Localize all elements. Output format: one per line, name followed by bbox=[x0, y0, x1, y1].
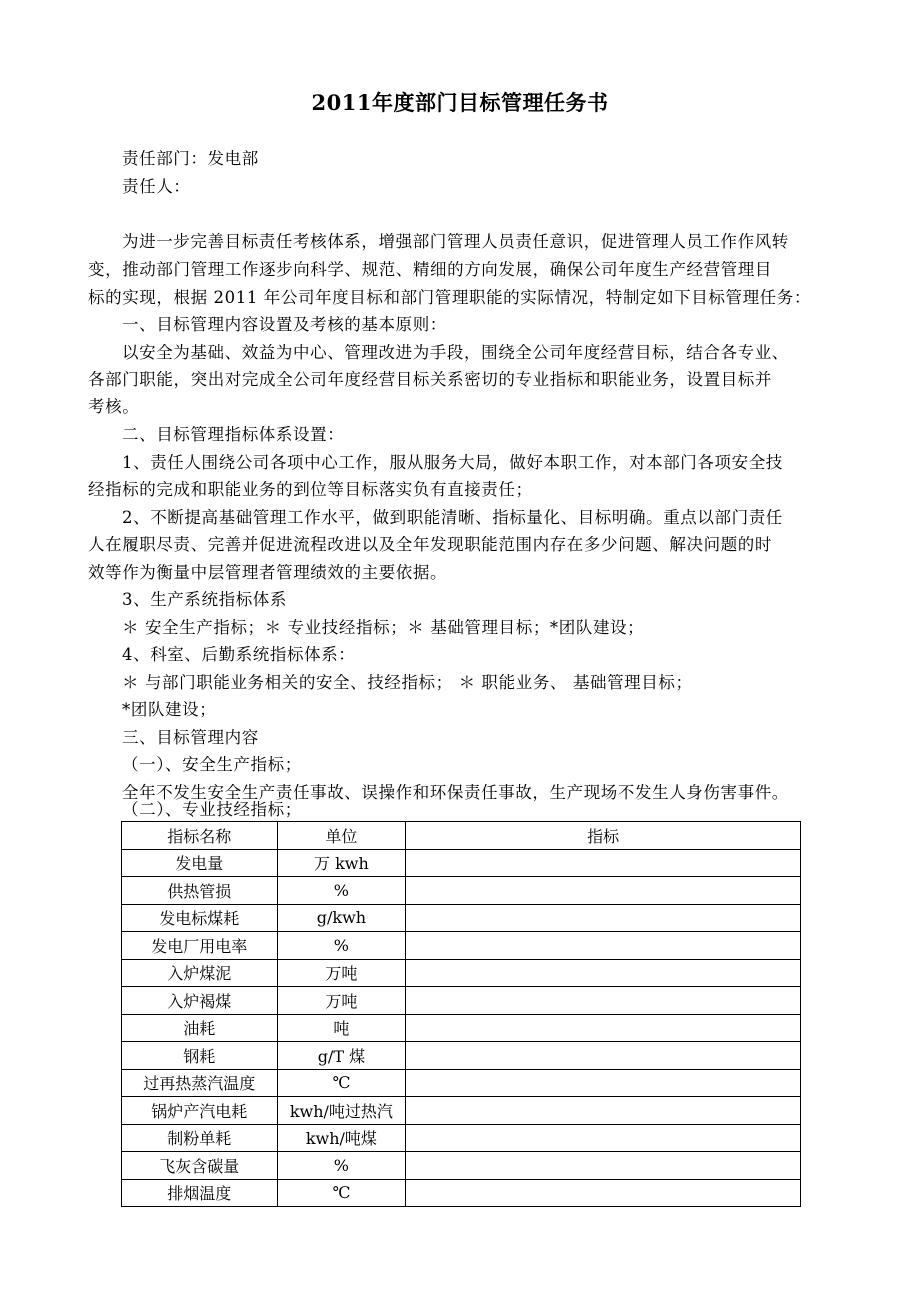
table-header-row bbox=[122, 822, 801, 850]
indicator-value bbox=[406, 877, 801, 905]
table-row bbox=[122, 1042, 801, 1070]
indicator-value bbox=[406, 849, 801, 877]
indicator-name: 供热管损 bbox=[122, 877, 278, 905]
indicator-unit: 万吨 bbox=[277, 987, 406, 1015]
document-title: 2011年度部门目标管理任务书 bbox=[311, 90, 609, 115]
section3-sub1-line: 全年不发生安全生产责任事故、误操作和环保责任事故，生产现场不发生人身伤害事件。 bbox=[122, 783, 789, 802]
indicator-name: 发电厂用电率 bbox=[122, 932, 278, 960]
table-row bbox=[122, 1097, 801, 1125]
indicator-unit: kwh/吨过热汽 bbox=[277, 1097, 406, 1125]
section2-item4-line-1: ＊ 与部门职能业务相关的安全、技经指标； ＊ 职能业务、 基础管理目标； bbox=[122, 673, 693, 692]
indicator-unit: 万吨 bbox=[277, 959, 406, 987]
section2-item3-line: ＊ 安全生产指标；＊ 专业技经指标；＊ 基础管理目标；*团队建设； bbox=[122, 618, 645, 637]
indicator-name: 发电量 bbox=[122, 849, 278, 877]
section2-item2-line-1: 2、不断提高基础管理工作水平，做到职能清晰、指标量化、目标明确。重点以部门责任 bbox=[122, 508, 783, 527]
table-row bbox=[122, 959, 801, 987]
table-header-value: 指标 bbox=[406, 822, 801, 850]
intro-line-1: 为进一步完善目标责任考核体系，增强部门管理人员责任意识，促进管理人员工作作风转 bbox=[122, 232, 789, 251]
responsible-dept: 责任部门：发电部 bbox=[122, 149, 259, 168]
section1-line-2: 各部门职能，突出对完成全公司年度经营目标关系密切的专业指标和职能业务，设置目标并 bbox=[88, 370, 772, 389]
table-row bbox=[122, 1152, 801, 1180]
indicator-name: 过再热蒸汽温度 bbox=[122, 1069, 278, 1097]
indicator-name: 钢耗 bbox=[122, 1042, 278, 1070]
section2-item4-line-2: *团队建设； bbox=[122, 700, 217, 719]
indicator-value bbox=[406, 1069, 801, 1097]
section2-item1-line-1: 1、责任人围绕公司各项中心工作，服从服务大局，做好本职工作，对本部门各项安全技 bbox=[122, 453, 783, 472]
indicator-value bbox=[406, 959, 801, 987]
indicator-value bbox=[406, 932, 801, 960]
section2-heading: 二、目标管理指标体系设置： bbox=[122, 425, 345, 444]
intro-line-2: 变，推动部门管理工作逐步向科学、规范、精细的方向发展，确保公司年度生产经营管理目 bbox=[88, 260, 772, 279]
indicator-value bbox=[406, 1124, 801, 1152]
indicator-table bbox=[121, 821, 801, 1207]
table-row bbox=[122, 987, 801, 1015]
table-header-name: 指标名称 bbox=[122, 822, 278, 850]
indicator-unit: % bbox=[277, 932, 406, 960]
section2-item2-line-2: 人在履职尽责、完善并促进流程改进以及全年发现职能范围内存在多少问题、解决问题的时 bbox=[88, 535, 772, 554]
section3-sub2-heading: （二）、专业技经指标； bbox=[122, 800, 302, 819]
indicator-value bbox=[406, 1179, 801, 1207]
section1-heading: 一、目标管理内容设置及考核的基本原则： bbox=[122, 315, 447, 334]
indicator-unit: % bbox=[277, 1152, 406, 1180]
table-header-unit: 单位 bbox=[277, 822, 406, 850]
indicator-unit: 吨 bbox=[277, 1014, 406, 1042]
table-row bbox=[122, 877, 801, 905]
table-row bbox=[122, 904, 801, 932]
indicator-unit: g/T 煤 bbox=[277, 1042, 406, 1070]
indicator-unit: % bbox=[277, 877, 406, 905]
indicator-unit: kwh/吨煤 bbox=[277, 1124, 406, 1152]
section3-heading: 三、目标管理内容 bbox=[122, 728, 259, 747]
table-row bbox=[122, 1014, 801, 1042]
table-row bbox=[122, 932, 801, 960]
indicator-unit: ℃ bbox=[277, 1069, 406, 1097]
section1-line-1: 以安全为基础、效益为中心、管理改进为手段，围绕全公司年度经营目标，结合各专业、 bbox=[122, 343, 789, 362]
indicator-name: 排烟温度 bbox=[122, 1179, 278, 1207]
indicator-value bbox=[406, 1152, 801, 1180]
indicator-name: 入炉煤泥 bbox=[122, 959, 278, 987]
indicator-name: 制粉单耗 bbox=[122, 1124, 278, 1152]
indicator-unit: g/kwh bbox=[277, 904, 406, 932]
table-row bbox=[122, 849, 801, 877]
section2-item1-line-2: 经指标的完成和职能业务的到位等目标落实负有直接责任； bbox=[88, 480, 533, 499]
intro-line-3: 标的实现，根据 2011 年公司年度目标和部门管理职能的实际情况，特制定如下目标管理任务： bbox=[88, 288, 811, 307]
responsible-person: 责任人： bbox=[122, 177, 191, 196]
indicator-name: 飞灰含碳量 bbox=[122, 1152, 278, 1180]
section2-item4-heading: 4、科室、后勤系统指标体系： bbox=[122, 645, 356, 664]
section2-item2-line-3: 效等作为衡量中层管理者管理绩效的主要依据。 bbox=[88, 563, 448, 582]
table-row bbox=[122, 1124, 801, 1152]
section3-sub1-heading: （一）、安全生产指标； bbox=[122, 755, 302, 774]
indicator-name: 发电标煤耗 bbox=[122, 904, 278, 932]
table-row bbox=[122, 1069, 801, 1097]
indicator-value bbox=[406, 987, 801, 1015]
indicator-value bbox=[406, 904, 801, 932]
indicator-name: 入炉褐煤 bbox=[122, 987, 278, 1015]
indicator-name: 锅炉产汽电耗 bbox=[122, 1097, 278, 1125]
indicator-value bbox=[406, 1097, 801, 1125]
indicator-unit: ℃ bbox=[277, 1179, 406, 1207]
section2-item3-heading: 3、生产系统指标体系 bbox=[122, 590, 287, 609]
section1-line-3: 考核。 bbox=[88, 397, 140, 416]
table-row bbox=[122, 1179, 801, 1207]
indicator-value bbox=[406, 1014, 801, 1042]
indicator-unit: 万 kwh bbox=[277, 849, 406, 877]
indicator-value bbox=[406, 1042, 801, 1070]
indicator-name: 油耗 bbox=[122, 1014, 278, 1042]
